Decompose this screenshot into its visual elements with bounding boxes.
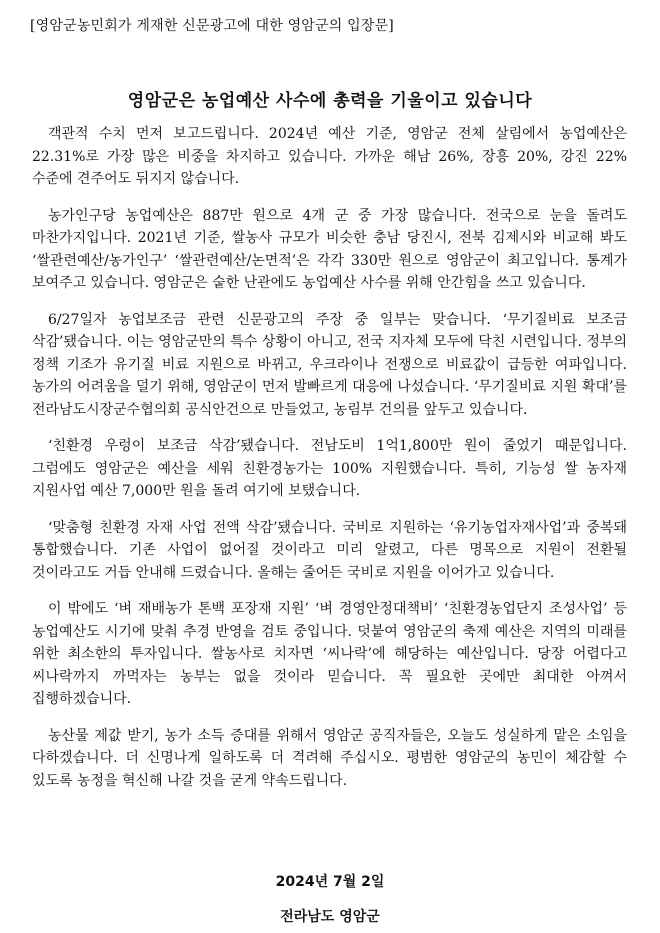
page-title: 영암군은 농업예산 사수에 총력을 기울이고 있습니다 xyxy=(127,91,533,111)
paragraph-eco-snail: ‘친환경 우렁이 보조금 삭감’됐습니다. 전남도비 1억1,800만 원이 줄었기 때문입니다. 그럼에도 영암군은 예산을 세워 친환경농가는 100% 지원했습니다. 특히, 기능성 쌀 농자재 지원사업 예산 7,000만 원을 돌려 여기에 보탰습니다. xyxy=(32,438,627,499)
paragraph-fertilizer: 6/27일자 농업보조금 관련 신문광고의 주장 중 일부는 맞습니다. ‘무기질비료 보조금 삭감’됐습니다. 이는 영암군만의 특수 상황이 아니고, 전국 지자체 모두에 닥친 시련입니다. 정부의 정책 기조가 유기질 비료 지원으로 바뀌고, 우크라이나 전쟁으로 비료값이 급등한 여파입니다. 농가의 어려움을 덜기 위해, 영암군이 먼저 발빠르게 대응에 나섰습니다. ‘무기질비료 지원 확대’를 전라남도시장군수협의회 공식안건으로 만들었고, 농림부 건의를 앞두고 있습니다. xyxy=(32,311,627,418)
paragraph-per-household: 농가인구당 농업예산은 887만 원으로 4개 군 중 가장 많습니다. 전국으로 눈을 돌려도 마찬가지입니다. 2021년 기준, 쌀농사 규모가 비슷한 충남 당진시, 전북 김제시와 비교해 봐도 ‘쌀관련예산/농가인구’ ‘쌀관련예산/논면적’은 각각 330만 원으로 영암군이 최고입니다. 통계가 보여주고 있습니다. 영암군은 숱한 난관에도 농업예산 사수를 위해 안간힘을 쓰고 있습니다. xyxy=(32,207,627,291)
signature: 전라남도 영암군 xyxy=(280,909,380,925)
statement-date: 2024년 7월 2일 xyxy=(275,874,385,890)
paragraph-eco-materials: ‘맞춤형 친환경 자재 사업 전액 삭감’됐습니다. 국비로 지원하는 ‘유기농업자재사업’과 중복돼 통합했습니다. 기존 사업이 없어질 것이라고 미리 알렸고, 다른 명목으로 지원이 전환될 것이라고도 거듭 안내해 드렸습니다. 올해는 줄어든 국비로 지원을 이어가고 있습니다. xyxy=(32,519,627,581)
statement-body xyxy=(32,123,627,806)
header-tag: [영암군농민회가 게재한 신문광고에 대한 영암군의 입장문] xyxy=(30,18,394,34)
paragraph-closing: 농산물 제값 받기, 농가 소득 증대를 위해서 영암군 공직자들은, 오늘도 성실하게 맡은 소임을 다하겠습니다. 더 신명나게 일하도록 더 격려해 주십시오. 평범한 영암군의 농민이 체감할 수 있도록 농정을 혁신해 나갈 것을 굳게 약속드립니다. xyxy=(32,727,627,789)
paragraph-other-budget: 이 밖에도 ‘벼 재배농가 톤백 포장재 지원’ ‘벼 경영안정대책비’ ‘친환경농업단지 조성사업’ 등 농업예산도 시기에 맞춰 추경 반영을 검토 중입니다. 덧붙여 영암군의 축제 예산은 지역의 미래를 위한 최소한의 투자입니다. 쌀농사로 치자면 ‘씨나락’에 해당하는 예산입니다. 당장 어렵다고 씨나락까지 까먹자는 농부는 없을 것이라 믿습니다. 꼭 필요한 곳에만 최대한 아껴서 집행하겠습니다. xyxy=(32,601,627,707)
paragraph-budget-share: 객관적 수치 먼저 보고드립니다. 2024년 예산 기준, 영암군 전체 살림에서 농업예산은 22.31%로 가장 많은 비중을 차지하고 있습니다. 가까운 해남 26%, 장흥 20%, 강진 22% 수준에 견주어도 뒤지지 않습니다. xyxy=(32,126,627,187)
